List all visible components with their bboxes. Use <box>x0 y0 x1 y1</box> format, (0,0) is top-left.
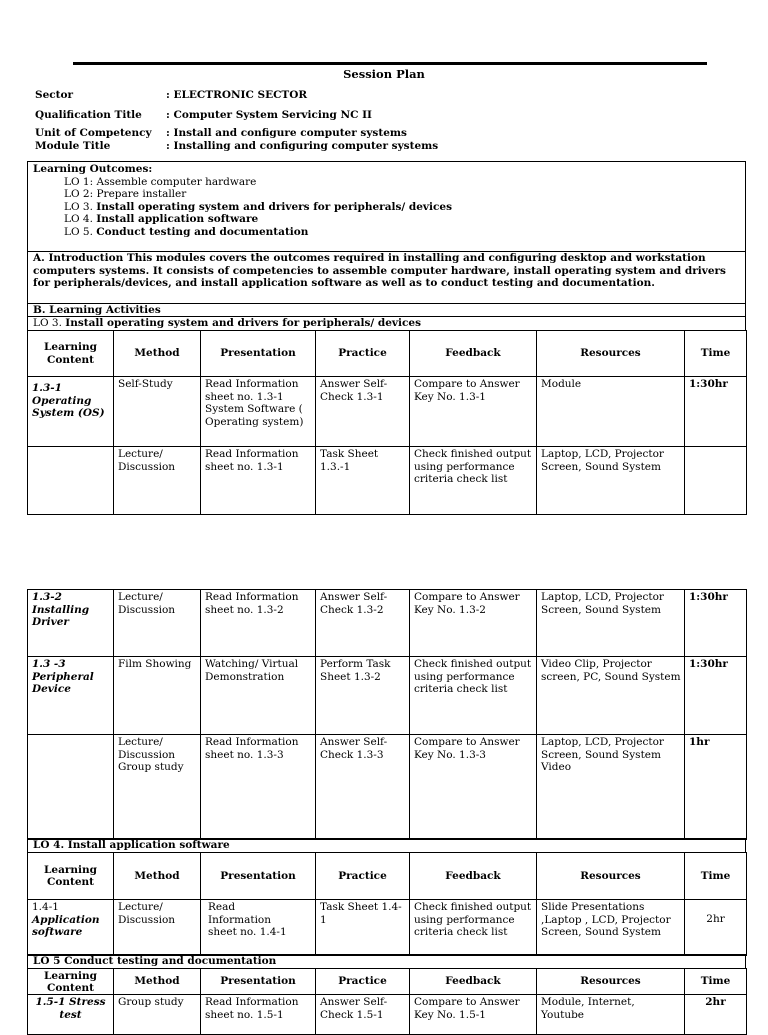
lo-prefix: LO 2: <box>64 188 97 200</box>
col-header: Resources <box>537 853 685 900</box>
col-header: Method <box>114 969 201 995</box>
cell-time: 1:30hr <box>685 377 747 447</box>
cell-time: 1:30hr <box>685 590 747 657</box>
col-header: Time <box>685 969 747 995</box>
cell-content: 1.5-1 Stress test <box>28 995 114 1035</box>
header-value: : ELECTRONIC SECTOR <box>166 89 308 101</box>
cell-feedback: Check finished output using performance criteria check list <box>410 657 537 735</box>
cell-presentation: Read Information sheet no. 1.3-2 <box>201 590 316 657</box>
lo5-heading: LO 5 Conduct testing and documentation <box>27 954 746 969</box>
cell-content <box>28 735 114 840</box>
lo-prefix: LO 1: <box>64 175 97 188</box>
cell-presentation: Read Information sheet no. 1.4-1 <box>201 900 316 956</box>
lo4-table <box>27 852 747 956</box>
learning-outcomes-box <box>27 161 746 252</box>
col-header: Resources <box>537 331 685 377</box>
table-header-row <box>28 331 747 377</box>
cell-practice: Answer Self-Check 1.3-1 <box>316 377 410 447</box>
table-row <box>28 657 747 735</box>
cell-content <box>28 900 114 956</box>
cell-time: 1:30hr <box>685 657 747 735</box>
cell-time <box>685 447 747 515</box>
cell-resources: Module <box>537 377 685 447</box>
cell-resources: Laptop, LCD, Projector Screen, Sound System <box>537 590 685 657</box>
cell-resources: Module, Internet, Youtube <box>537 995 685 1035</box>
cell-content: 1.3 -3 Peripheral Device <box>28 657 114 735</box>
table-header-row <box>28 969 747 995</box>
lo3-heading <box>27 316 746 331</box>
lo-prefix: LO 4. <box>64 213 97 225</box>
header-label: Qualification Title <box>35 109 142 121</box>
content-number: 1.4-1 <box>32 901 59 913</box>
table-row <box>28 900 747 956</box>
header-label: Unit of Competency <box>35 127 152 139</box>
lo-text: Install operating system and drivers for peripherals/ devices <box>96 200 452 213</box>
col-header: Practice <box>316 853 410 900</box>
cell-resources: Laptop, LCD, Projector Screen, Sound System <box>537 447 685 515</box>
cell-resources: Laptop, LCD, Projector Screen, Sound System Video <box>537 735 685 840</box>
cell-practice: Answer Self-Check 1.3-3 <box>316 735 410 840</box>
lo-item <box>33 201 740 214</box>
cell-presentation: Read Information sheet no. 1.5-1 <box>201 995 316 1035</box>
cell-time: 2hr <box>685 900 747 956</box>
header-value: : Installing and configuring computer systems <box>166 140 439 152</box>
cell-method: Lecture/ Discussion Group study <box>114 735 201 840</box>
cell-presentation: Read Information sheet no. 1.3-1 <box>201 447 316 515</box>
cell-time: 1hr <box>685 735 747 840</box>
lo3-title: Install operating system and drivers for peripherals/ devices <box>65 317 421 329</box>
learning-outcomes-heading: Learning Outcomes: <box>33 163 153 175</box>
cell-practice: Task Sheet 1.4-1 <box>316 900 410 956</box>
cell-resources: Video Clip, Projector screen, PC, Sound System <box>537 657 685 735</box>
cell-method: Lecture/ Discussion <box>114 447 201 515</box>
col-header: Time <box>685 331 747 377</box>
table-row <box>28 377 747 447</box>
cell-content <box>28 447 114 515</box>
introduction: A. Introduction This modules covers the outcomes required in installing and configuring desktop and workstation computers systems. It consists of competencies to assemble computer hardware, install operating system and drivers for peripherals/devices, and install application software as well as to conduct testing and documentation. <box>27 251 746 304</box>
col-header: Practice <box>316 331 410 377</box>
cell-method: Group study <box>114 995 201 1035</box>
col-header: Method <box>114 331 201 377</box>
lo5-table <box>27 968 747 1035</box>
learning-activities-heading: B. Learning Activities <box>27 303 746 317</box>
cell-feedback: Compare to Answer Key No. 1.5-1 <box>410 995 537 1035</box>
header-value: : Computer System Servicing NC II <box>166 109 372 121</box>
lo-prefix: LO 3. <box>64 200 97 213</box>
col-header: Presentation <box>201 853 316 900</box>
page-title: Session Plan <box>343 67 425 81</box>
table-row <box>28 590 747 657</box>
lo-item <box>33 226 740 239</box>
table-row <box>28 735 747 840</box>
col-header: Learning Content <box>28 853 114 900</box>
cell-resources: Slide Presentations ,Laptop , LCD, Projector Screen, Sound System <box>537 900 685 956</box>
table-row <box>28 447 747 515</box>
col-header: Presentation <box>201 969 316 995</box>
lo-text: Prepare installer <box>96 188 187 200</box>
lo-prefix: LO 5. <box>64 225 97 238</box>
col-header: Resources <box>537 969 685 995</box>
header-label: Sector <box>35 89 74 101</box>
lo-item <box>33 213 740 226</box>
lo-item <box>33 188 740 201</box>
cell-feedback: Compare to Answer Key No. 1.3-2 <box>410 590 537 657</box>
cell-presentation: Watching/ Virtual Demonstration <box>201 657 316 735</box>
lo4-heading: LO 4. Install application software <box>27 838 746 853</box>
cell-content: 1.3-2 Installing Driver <box>28 590 114 657</box>
header-value: : Install and configure computer systems <box>166 127 407 139</box>
header-label: Module Title <box>35 140 111 152</box>
col-header: Presentation <box>201 331 316 377</box>
cell-method: Lecture/ Discussion <box>114 900 201 956</box>
col-header: Time <box>685 853 747 900</box>
cell-practice: Answer Self-Check 1.3-2 <box>316 590 410 657</box>
cell-feedback: Compare to Answer Key No. 1.3-1 <box>410 377 537 447</box>
cell-practice: Perform Task Sheet 1.3-2 <box>316 657 410 735</box>
col-header: Feedback <box>410 331 537 377</box>
cell-presentation: Read Information sheet no. 1.3-1 System Software ( Operating system) <box>201 377 316 447</box>
table-row <box>28 995 747 1035</box>
lo3-prefix: LO 3. <box>33 317 66 329</box>
col-header: Method <box>114 853 201 900</box>
top-rule <box>73 62 707 65</box>
content-title: Application software <box>32 913 100 938</box>
cell-practice: Task Sheet 1.3.-1 <box>316 447 410 515</box>
cell-method: Lecture/ Discussion <box>114 590 201 657</box>
cell-content: 1.3-1 Operating System (OS) <box>28 377 114 447</box>
cell-method: Self-Study <box>114 377 201 447</box>
lo3-table-part1 <box>27 330 747 515</box>
cell-presentation: Read Information sheet no. 1.3-3 <box>201 735 316 840</box>
cell-feedback: Check finished output using performance criteria check list <box>410 900 537 956</box>
lo-text: Assemble computer hardware <box>96 175 257 188</box>
table-header-row <box>28 853 747 900</box>
lo-text: Conduct testing and documentation <box>96 225 309 238</box>
cell-time: 2hr <box>685 995 747 1035</box>
cell-feedback: Compare to Answer Key No. 1.3-3 <box>410 735 537 840</box>
col-header: Learning Content <box>28 969 114 995</box>
cell-practice: Answer Self-Check 1.5-1 <box>316 995 410 1035</box>
lo-text: Install application software <box>96 213 259 225</box>
cell-feedback: Check finished output using performance criteria check list <box>410 447 537 515</box>
col-header: Learning Content <box>28 331 114 377</box>
col-header: Feedback <box>410 969 537 995</box>
col-header: Feedback <box>410 853 537 900</box>
col-header: Practice <box>316 969 410 995</box>
lo3-table-part2 <box>27 589 747 840</box>
cell-method: Film Showing <box>114 657 201 735</box>
lo-item <box>33 176 740 189</box>
